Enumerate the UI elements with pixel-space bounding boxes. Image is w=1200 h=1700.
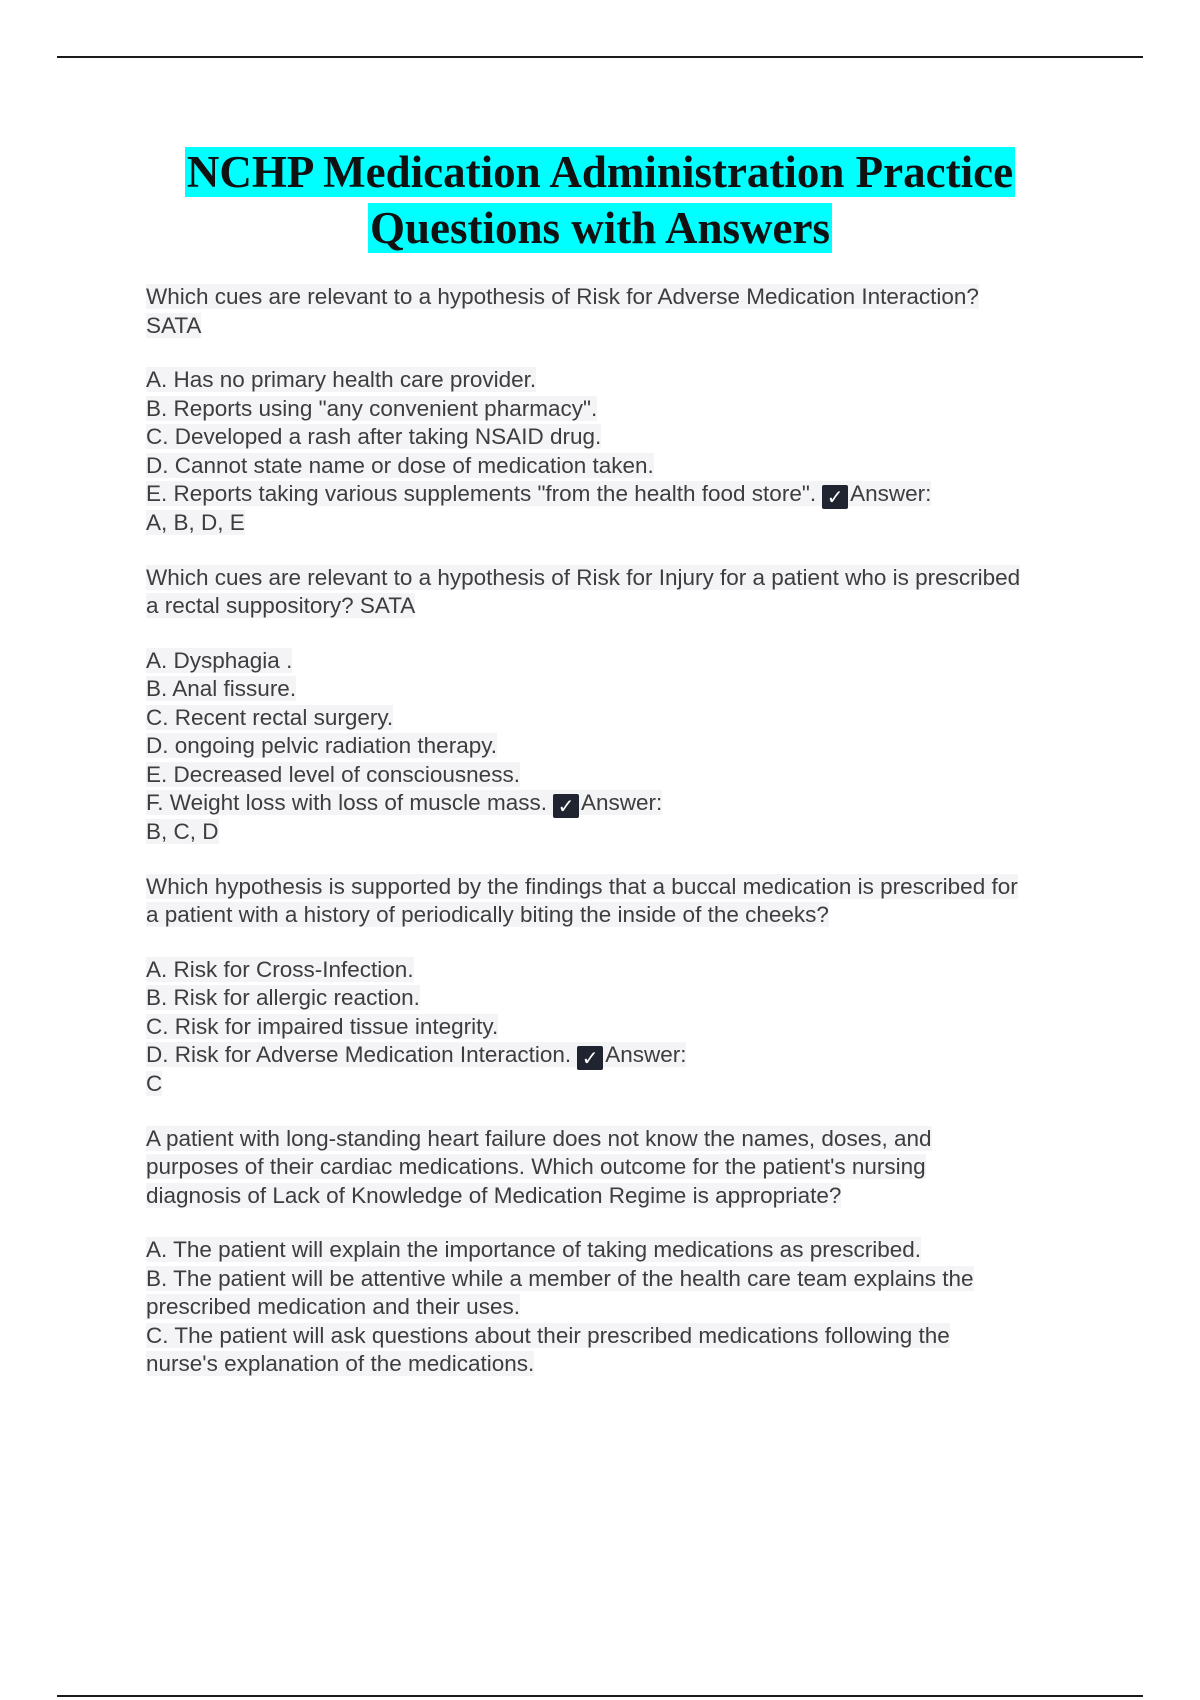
option-a: A. Dysphagia . — [146, 647, 293, 673]
option-b-continued: prescribed medication and their uses. — [146, 1294, 520, 1319]
option-d: D. Risk for Adverse Medication Interaction. — [146, 1042, 572, 1067]
question-text: Which cues are relevant to a hypothesis of Risk for Injury for a patient who is prescribed — [146, 564, 1021, 590]
checkmark-icon: ✓ — [553, 794, 579, 818]
option-c: C. Risk for impaired tissue integrity. — [146, 1013, 499, 1039]
question-2 — [146, 564, 1106, 847]
option-a: A. Risk for Cross-Infection. — [146, 956, 414, 982]
checkmark-icon: ✓ — [577, 1046, 603, 1070]
question-text: diagnosis of Lack of Knowledge of Medication Regime is appropriate? — [146, 1182, 842, 1208]
option-c: C. The patient will ask questions about their prescribed medications following the — [146, 1322, 950, 1348]
question-text: A patient with long-standing heart failure does not know the names, doses, and — [146, 1125, 932, 1151]
question-1 — [146, 283, 1106, 538]
option-a: A. The patient will explain the importance of taking medications as prescribed. — [146, 1237, 921, 1262]
answer-label: Answer: — [850, 481, 932, 506]
question-text: purposes of their cardiac medications. Which outcome for the patient's nursing — [146, 1154, 926, 1179]
questions-list — [146, 283, 1106, 1379]
question-4 — [146, 1125, 1106, 1379]
option-b: B. Reports using "any convenient pharmacy". — [146, 395, 598, 421]
option-b: B. The patient will be attentive while a member of the health care team explains the — [146, 1265, 974, 1291]
answer-value: B, C, D — [146, 819, 219, 844]
option-a: A. Has no primary health care provider. — [146, 367, 537, 392]
answer-value: A, B, D, E — [146, 510, 245, 535]
option-e: E. Decreased level of consciousness. — [146, 761, 520, 787]
title-line-2: Questions with Answers — [369, 203, 831, 253]
title-line-1: NCHP Medication Administration Practice — [186, 147, 1014, 197]
question-text: Which cues are relevant to a hypothesis of Risk for Adverse Medication Interaction? — [146, 284, 979, 309]
answer-label: Answer: — [580, 790, 663, 815]
option-e: E. Reports taking various supplements "from the health food store". — [146, 481, 817, 506]
option-d: D. Cannot state name or dose of medication taken. — [146, 452, 654, 478]
option-b: B. Risk for allergic reaction. — [146, 985, 420, 1010]
answer-label: Answer: — [605, 1042, 687, 1067]
option-c-continued: nurse's explanation of the medications. — [146, 1351, 535, 1376]
question-text: a rectal suppository? SATA — [146, 593, 416, 618]
question-text: SATA — [146, 312, 202, 338]
page-title — [100, 144, 1100, 256]
question-text: a patient with a history of periodically biting the inside of the cheeks? — [146, 902, 829, 927]
option-b: B. Anal fissure. — [146, 676, 297, 701]
option-c: C. Recent rectal surgery. — [146, 704, 394, 730]
checkmark-icon: ✓ — [822, 485, 848, 509]
top-rule — [57, 56, 1143, 58]
option-c: C. Developed a rash after taking NSAID drug. — [146, 424, 602, 449]
option-d: D. ongoing pelvic radiation therapy. — [146, 733, 498, 758]
question-3 — [146, 873, 1106, 1099]
bottom-rule — [57, 1695, 1143, 1697]
option-f: F. Weight loss with loss of muscle mass. — [146, 790, 547, 815]
question-text: Which hypothesis is supported by the findings that a buccal medication is prescribed for — [146, 873, 1018, 899]
answer-value: C — [146, 1071, 163, 1096]
